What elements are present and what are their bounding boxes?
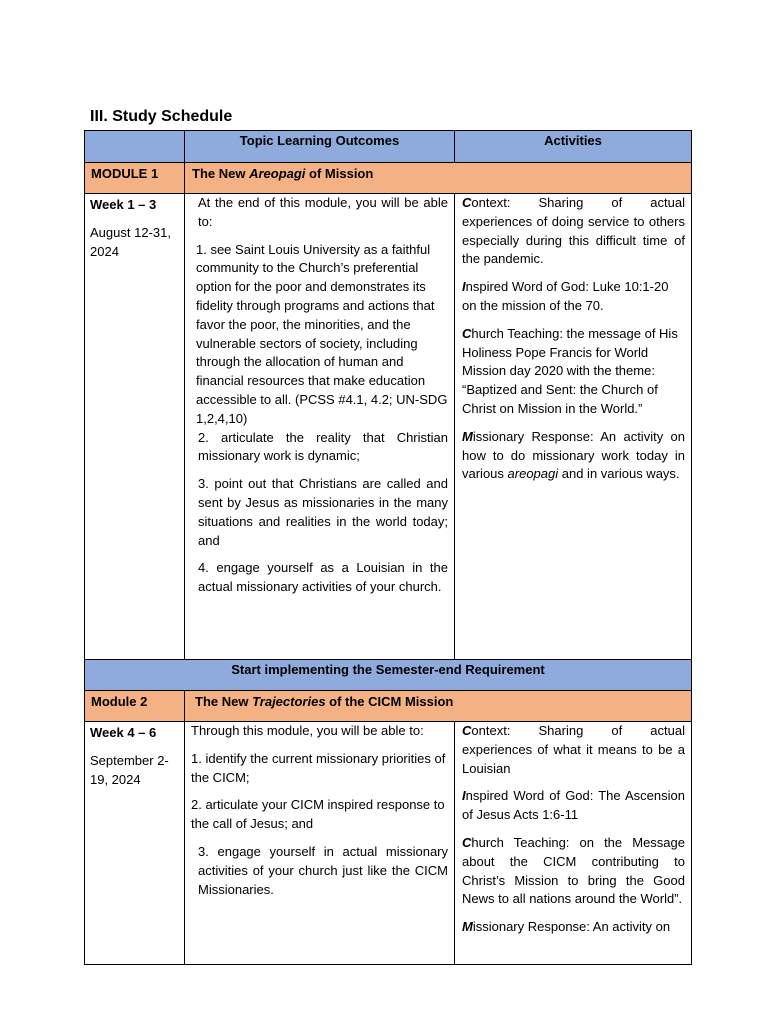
- module-1-outcome-3: 3. point out that Christians are called and sent by Jesus as missionaries in the many situations and realities in the world today; and: [198, 476, 448, 548]
- semester-requirement-text: Start implementing the Semester-end Requirement: [85, 660, 692, 691]
- module-2-outcome-1: 1. identify the current missionary priorities of the CICM;: [191, 750, 446, 785]
- table-header-row: [85, 131, 692, 163]
- module-2-content-row: [85, 722, 692, 965]
- module-2-outcomes-intro: Through this module, you will be able to:: [191, 723, 424, 738]
- header-blank: [85, 131, 185, 163]
- module-1-row: [85, 163, 692, 194]
- module-2-outcomes: [185, 722, 455, 965]
- module-1-activities: [455, 194, 692, 660]
- header-activities: Activities: [455, 131, 692, 163]
- module-1-dates: August 12-31, 2024: [90, 224, 171, 259]
- module-2-activity-word: Inspired Word of God: The Ascension of Jesus Acts 1:6-11: [462, 788, 685, 823]
- module-2-outcome-3: 3. engage yourself in actual missionary activities of your church just like the CICM Missionaries.: [198, 843, 448, 897]
- module-2-title: The New Trajectories of the CICM Mission: [185, 691, 692, 722]
- module-2-label: Module 2: [85, 691, 185, 722]
- module-1-title: The New Areopagi of Mission: [185, 163, 692, 194]
- module-1-activity-response: Missionary Response: An activity on how to do missionary work today in various areopagi and in various ways.: [462, 428, 685, 482]
- semester-requirement-row: [85, 660, 692, 691]
- module-2-dates: September 2-19, 2024: [90, 752, 169, 787]
- module-1-week: Week 1 – 3: [90, 197, 157, 212]
- module-2-activity-context: Context: Sharing of actual experiences of what it means to be a Louisian: [462, 723, 685, 776]
- module-1-activity-teaching: Church Teaching: the message of His Holiness Pope Francis for World Mission day 2020 with the theme: “Baptized and Sent: the Church of Christ on Mission in the World.”: [462, 325, 678, 416]
- module-2-activities: [455, 722, 692, 965]
- module-1-outcomes: [185, 194, 455, 660]
- module-1-content-row: [85, 194, 692, 660]
- module-2-week: Week 4 – 6: [90, 725, 157, 740]
- study-schedule-table: [84, 130, 692, 965]
- module-2-activity-teaching: Church Teaching: on the Message about the CICM contributing to Christ’s Mission to bring the Good News to all nations around the World”.: [462, 834, 685, 907]
- section-title: III. Study Schedule: [90, 108, 233, 125]
- module-1-outcomes-intro: At the end of this module, you will be able to:: [198, 195, 448, 229]
- module-2-row: [85, 691, 692, 722]
- module-1-outcome-4: 4. engage yourself as a Louisian in the actual missionary activities of your church.: [198, 560, 448, 595]
- module-2-outcome-2: 2. articulate your CICM inspired response to the call of Jesus; and: [191, 797, 445, 832]
- module-1-activity-word: Inspired Word of God: Luke 10:1-20 on the mission of the 70.: [462, 279, 669, 313]
- module-1-outcome-2: 2. articulate the reality that Christian missionary work is dynamic;: [198, 429, 448, 464]
- module-1-outcome-1: 1. see Saint Louis University as a faithful community to the Church’s preferential option for the poor and demonstrates its fidelity through programs and actions that favor the poor, the minorities, and the vulnerable sectors of society, including through the allocation of human and financial resources that make education accessible to all. (PCSS #4.1, 4.2; UN-SDG 1,2,4,10): [196, 241, 448, 426]
- module-1-week-cell: [85, 194, 185, 660]
- module-1-label: MODULE 1: [85, 163, 185, 194]
- module-1-activity-context: Context: Sharing of actual experiences of doing service to others especially during this difficult time of the pandemic.: [462, 195, 685, 267]
- header-topic-learning-outcomes: Topic Learning Outcomes: [185, 131, 455, 163]
- module-2-activity-response: Missionary Response: An activity on: [462, 919, 671, 935]
- module-2-week-cell: [85, 722, 185, 965]
